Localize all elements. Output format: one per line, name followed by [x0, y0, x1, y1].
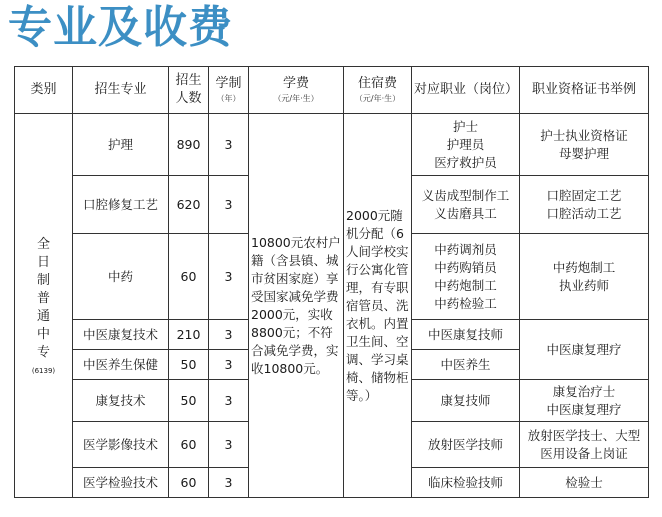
major-cell: 医学检验技术: [73, 468, 169, 498]
count-cell: 890: [169, 114, 209, 176]
jobs-cell: 中医康复技师: [412, 320, 520, 350]
header-jobs: 对应职业（岗位）: [412, 67, 520, 114]
jobs-cell: 中药调剂员 中药购销员 中药炮制工 中药检验工: [412, 234, 520, 320]
major-cell: 口腔修复工艺: [73, 176, 169, 234]
program-fee-table: [14, 66, 649, 498]
years-cell: 3: [209, 380, 249, 422]
certs-cell: 康复治疗士 中医康复理疗: [520, 380, 649, 422]
jobs-cell: 临床检验技师: [412, 468, 520, 498]
certs-cell: 口腔固定工艺 口腔活动工艺: [520, 176, 649, 234]
count-cell: 60: [169, 234, 209, 320]
years-cell: 3: [209, 234, 249, 320]
count-cell: 620: [169, 176, 209, 234]
major-cell: 中医康复技术: [73, 320, 169, 350]
header-duration: 学制 （年）: [209, 67, 249, 114]
years-cell: 3: [209, 320, 249, 350]
jobs-cell: 义齿成型制作工 义齿磨具工: [412, 176, 520, 234]
certs-cell: 中医康复理疗: [520, 320, 649, 380]
count-cell: 50: [169, 350, 209, 380]
certs-cell: 中药炮制工 执业药师: [520, 234, 649, 320]
years-cell: 3: [209, 350, 249, 380]
header-enroll: 招生人数: [169, 67, 209, 114]
count-cell: 50: [169, 380, 209, 422]
lodging-note-cell: 2000元随机分配（6人间学校实行公寓化管理，有专职宿管员、洗衣机。内置卫生间、空调、学习桌椅、储物柜等。）: [344, 114, 412, 498]
header-row: [15, 67, 649, 114]
years-cell: 3: [209, 422, 249, 468]
years-cell: 3: [209, 176, 249, 234]
header-tuition: 学费 （元/年·生）: [249, 67, 344, 114]
certs-cell: 检验士: [520, 468, 649, 498]
header-lodging: 住宿费 （元/年·生）: [344, 67, 412, 114]
page-title: 专业及收费: [8, 2, 233, 53]
major-cell: 中医养生保健: [73, 350, 169, 380]
jobs-cell: 康复技师: [412, 380, 520, 422]
header-major: 招生专业: [73, 67, 169, 114]
header-category: 类别: [15, 67, 73, 114]
major-cell: 中药: [73, 234, 169, 320]
major-cell: 康复技术: [73, 380, 169, 422]
jobs-cell: 中医养生: [412, 350, 520, 380]
certs-cell: 护士执业资格证 母婴护理: [520, 114, 649, 176]
jobs-cell: 护士 护理员 医疗救护员: [412, 114, 520, 176]
table-row: [15, 114, 649, 176]
tuition-note-cell: 10800元农村户籍（含县镇、城市贫困家庭）享受国家减免学费2000元，实收8800元；不符合减免学费，实收10800元。: [249, 114, 344, 498]
count-cell: 60: [169, 468, 209, 498]
count-cell: 210: [169, 320, 209, 350]
header-certs: 职业资格证书举例: [520, 67, 649, 114]
count-cell: 60: [169, 422, 209, 468]
category-cell: 全 日 制 普 通 中 专 (6139): [15, 114, 73, 498]
jobs-cell: 放射医学技师: [412, 422, 520, 468]
major-cell: 护理: [73, 114, 169, 176]
major-cell: 医学影像技术: [73, 422, 169, 468]
certs-cell: 放射医学技士、大型医用设备上岗证: [520, 422, 649, 468]
years-cell: 3: [209, 468, 249, 498]
years-cell: 3: [209, 114, 249, 176]
